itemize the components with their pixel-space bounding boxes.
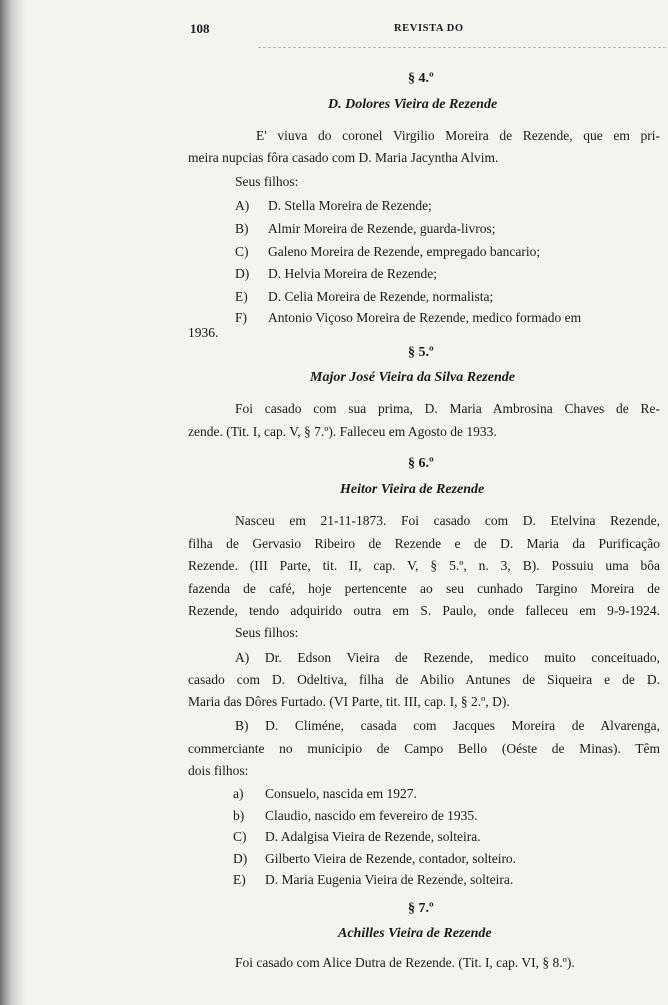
section-6-item-a-line-2: casado com D. Odeltiva, filha de Abilio Antunes de Siqueira e de D. — [188, 672, 660, 687]
item-text: D. Stella Moreira de Rezende; — [268, 198, 432, 213]
item-label: C) — [235, 244, 249, 259]
section-6-item-b-line-1: B) D. Climéne, casada com Jacques Moreira de Alvarenga, — [235, 718, 660, 733]
header-rule — [258, 47, 666, 48]
item-text: Almir Moreira de Rezende, guarda-livros; — [268, 221, 496, 236]
section-6-para-line-3: Rezende. (III Parte, tit. II, cap. V, § 5.º, n. 3, B). Possuiu uma bôa — [188, 558, 660, 573]
section-4-item-e — [235, 289, 494, 305]
item-label: C) — [233, 829, 247, 844]
section-6-heading: Heitor Vieira de Rezende — [340, 482, 485, 497]
section-4-number: § 4.º — [408, 71, 434, 86]
item-text: D. Adalgisa Vieira de Rezende, solteira. — [265, 829, 481, 844]
item-text: Gilberto Vieira de Rezende, contador, solteiro. — [265, 851, 517, 866]
running-title: REVISTA DO — [394, 23, 464, 34]
section-4-line-2: meira nupcias fôra casado com D. Maria Jacyntha Alvim. — [188, 150, 499, 165]
section-4-heading: D. Dolores Vieira de Rezende — [328, 97, 498, 112]
section-6-item-b-line-3: dois filhos: — [188, 763, 249, 778]
item-label: A) — [235, 198, 250, 213]
section-5-number: § 5.º — [408, 345, 434, 360]
section-5-line-2: zende. (Tit. I, cap. V, § 7.º). Falleceu em Agosto de 1933. — [188, 424, 497, 439]
item-label: E) — [235, 289, 248, 304]
section-7-heading: Achilles Vieira de Rezende — [338, 926, 492, 941]
section-7-line-1: Foi casado com Alice Dutra de Rezende. (Tit. I, cap. VI, § 8.º). — [235, 955, 575, 970]
section-6-item-a-line-3: Maria das Dôres Furtado. (VI Parte, tit. III, cap. I, § 2.º, D). — [188, 694, 510, 709]
section-4-children-label: Seus filhos: — [235, 174, 299, 189]
section-4-item-d — [235, 266, 438, 282]
book-binding-edge — [0, 0, 26, 1005]
section-5-heading: Major José Vieira da Silva Rezende — [310, 370, 515, 385]
section-4-item-b — [235, 221, 496, 237]
item-label: D) — [233, 851, 248, 866]
section-6-children-label: Seus filhos: — [235, 625, 299, 640]
section-6-number: § 6.º — [408, 456, 434, 471]
subitem-text: Consuelo, nascida em 1927. — [265, 786, 417, 801]
section-7-number: § 7.º — [408, 901, 434, 916]
item-label: E) — [233, 872, 246, 887]
section-4-item-a — [235, 198, 432, 214]
section-6-para-line-4: fazenda de café, hoje pertencente ao seu cunhado Targino Moreira de — [188, 581, 660, 596]
section-4-item-c — [235, 244, 541, 260]
subitem-text: Claudio, nascido em fevereiro de 1935. — [265, 808, 478, 823]
subitem-label: a) — [233, 786, 244, 801]
section-6-item-a-line-1: A) Dr. Edson Vieira de Rezende, medico muito conceituado, — [235, 650, 660, 665]
section-6-item-b-line-2: commerciante no municipio de Campo Bello (Oéste de Minas). Têm — [188, 741, 660, 756]
subitem-label: b) — [233, 808, 245, 823]
item-label: F) — [235, 310, 248, 325]
section-4-line-1: E' viuva do coronel Virgilio Moreira de Rezende, que em pri- — [256, 128, 660, 143]
page-number: 108 — [190, 21, 210, 36]
section-6-para-line-5: Rezende, tendo adquirido outra em S. Paulo, onde falleceu em 9-9-1924. — [188, 603, 660, 618]
item-label: D) — [235, 266, 250, 281]
section-5-line-1: Foi casado com sua prima, D. Maria Ambrosina Chaves de Re- — [235, 401, 660, 416]
item-text: Antonio Viçoso Moreira de Rezende, medico formado em — [268, 310, 582, 325]
item-text: D. Celia Moreira de Rezende, normalista; — [268, 289, 494, 304]
item-label: B) — [235, 221, 249, 236]
item-text: D. Helvia Moreira de Rezende; — [268, 266, 438, 281]
item-text: D. Maria Eugenia Vieira de Rezende, solteira. — [265, 872, 514, 887]
section-4-item-f — [235, 310, 582, 326]
section-4-item-f-continuation: 1936. — [188, 325, 219, 340]
section-6-para-line-2: filha de Gervasio Ribeiro de Rezende e de D. Maria da Purificação — [188, 536, 660, 551]
section-6-para-line-1: Nasceu em 21-11-1873. Foi casado com D. Etelvina Rezende, — [235, 513, 660, 528]
item-text: Galeno Moreira de Rezende, empregado bancario; — [268, 244, 541, 259]
